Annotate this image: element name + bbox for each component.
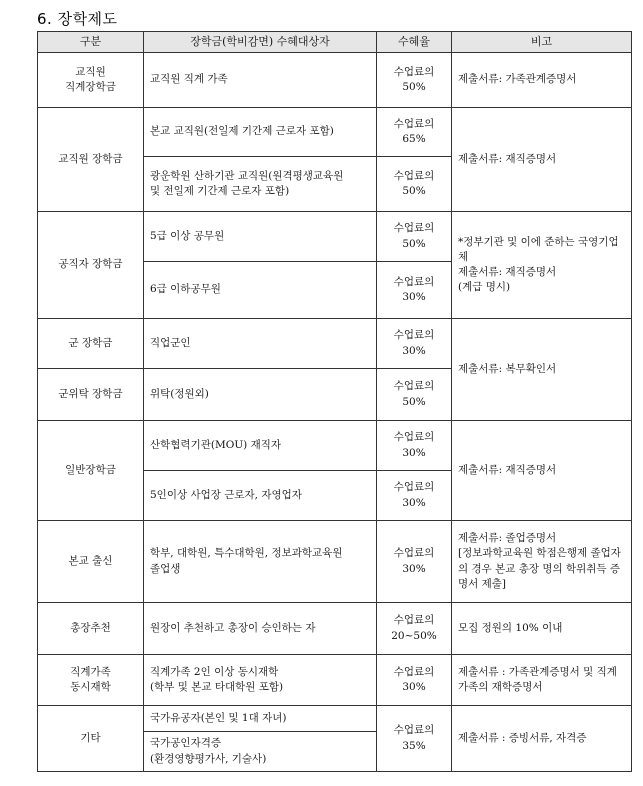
note-cell: 제출서류: 졸업증명서 [정보과학교육원 학점은행제 졸업자의 경우 본교 총장 명의 학위취득 증명서 제출] bbox=[452, 521, 632, 603]
category-cell: 일반장학금 bbox=[38, 421, 144, 521]
rate-cell: 수업료의 30% bbox=[377, 262, 452, 319]
table-row bbox=[38, 521, 632, 603]
target-cell: 본교 교직원(전일제 기간제 근로자 포함) bbox=[144, 108, 377, 157]
header-rate: 수혜율 bbox=[377, 32, 452, 53]
target-cell: 산학협력기관(MOU) 재직자 bbox=[144, 421, 377, 471]
rate-cell: 수업료의 30% bbox=[377, 421, 452, 471]
target-cell: 직업군인 bbox=[144, 319, 377, 369]
header-note: 비고 bbox=[452, 32, 632, 53]
category-cell: 직계가족 동시재학 bbox=[38, 655, 144, 706]
target-cell: 학부, 대학원, 특수대학원, 정보과학교육원 졸업생 bbox=[144, 521, 377, 603]
rate-cell: 수업료의 65% bbox=[377, 108, 452, 157]
note-cell: *정부기관 및 이에 준하는 국영기업체 제출서류: 재직증명서 (계급 명시) bbox=[452, 212, 632, 319]
category-cell: 공직자 장학금 bbox=[38, 212, 144, 319]
header-target: 장학금(학비감면) 수혜대상자 bbox=[144, 32, 377, 53]
note-cell: 모집 정원의 10% 이내 bbox=[452, 603, 632, 655]
table-row bbox=[38, 421, 632, 471]
rate-cell: 수업료의 50% bbox=[377, 369, 452, 421]
table-row bbox=[38, 319, 632, 369]
rate-cell: 수업료의 30% bbox=[377, 471, 452, 521]
table-row bbox=[38, 706, 632, 732]
scholarship-table bbox=[37, 31, 632, 772]
table-header-row bbox=[38, 32, 632, 53]
table-row bbox=[38, 212, 632, 262]
category-cell: 군위탁 장학금 bbox=[38, 369, 144, 421]
category-cell: 본교 출신 bbox=[38, 521, 144, 603]
note-cell: 제출서류 : 가족관계증명서 및 직계가족의 재학증명서 bbox=[452, 655, 632, 706]
note-cell: 제출서류: 재직증명서 bbox=[452, 108, 632, 212]
target-cell: 국가공인자격증 (환경영향평가사, 기술사) bbox=[144, 732, 377, 772]
category-cell: 교직원 장학금 bbox=[38, 108, 144, 212]
target-cell: 5인이상 사업장 근로자, 자영업자 bbox=[144, 471, 377, 521]
table-row bbox=[38, 655, 632, 706]
target-cell: 위탁(정원외) bbox=[144, 369, 377, 421]
rate-cell: 수업료의 50% bbox=[377, 53, 452, 108]
note-cell: 제출서류: 복무확인서 bbox=[452, 319, 632, 421]
rate-cell: 수업료의 30% bbox=[377, 655, 452, 706]
target-cell: 광운학원 산하기관 교직원(원격평생교육원 및 전일제 기간제 근로자 포함) bbox=[144, 157, 377, 212]
note-cell: 제출서류 : 증빙서류, 자격증 bbox=[452, 706, 632, 772]
rate-cell: 수업료의 50% bbox=[377, 212, 452, 262]
target-cell: 국가유공자(본인 및 1대 자녀) bbox=[144, 706, 377, 732]
rate-cell: 수업료의 30% bbox=[377, 521, 452, 603]
table-row bbox=[38, 603, 632, 655]
category-cell: 기타 bbox=[38, 706, 144, 772]
target-cell: 원장이 추천하고 총장이 승인하는 자 bbox=[144, 603, 377, 655]
target-cell: 직계가족 2인 이상 동시재학 (학부 및 본교 타대학원 포함) bbox=[144, 655, 377, 706]
note-cell: 제출서류: 가족관계증명서 bbox=[452, 53, 632, 108]
section-title: 6. 장학제도 bbox=[37, 10, 118, 28]
rate-cell: 수업료의 35% bbox=[377, 706, 452, 772]
rate-cell: 수업료의 50% bbox=[377, 157, 452, 212]
table-row bbox=[38, 53, 632, 108]
rate-cell: 수업료의 20~50% bbox=[377, 603, 452, 655]
category-cell: 총장추천 bbox=[38, 603, 144, 655]
target-cell: 교직원 직계 가족 bbox=[144, 53, 377, 108]
header-category: 구분 bbox=[38, 32, 144, 53]
target-cell: 6급 이하공무원 bbox=[144, 262, 377, 319]
rate-cell: 수업료의 30% bbox=[377, 319, 452, 369]
category-cell: 교직원 직계장학금 bbox=[38, 53, 144, 108]
note-cell: 제출서류: 재직증명서 bbox=[452, 421, 632, 521]
category-cell: 군 장학금 bbox=[38, 319, 144, 369]
table-row bbox=[38, 108, 632, 157]
target-cell: 5급 이상 공무원 bbox=[144, 212, 377, 262]
